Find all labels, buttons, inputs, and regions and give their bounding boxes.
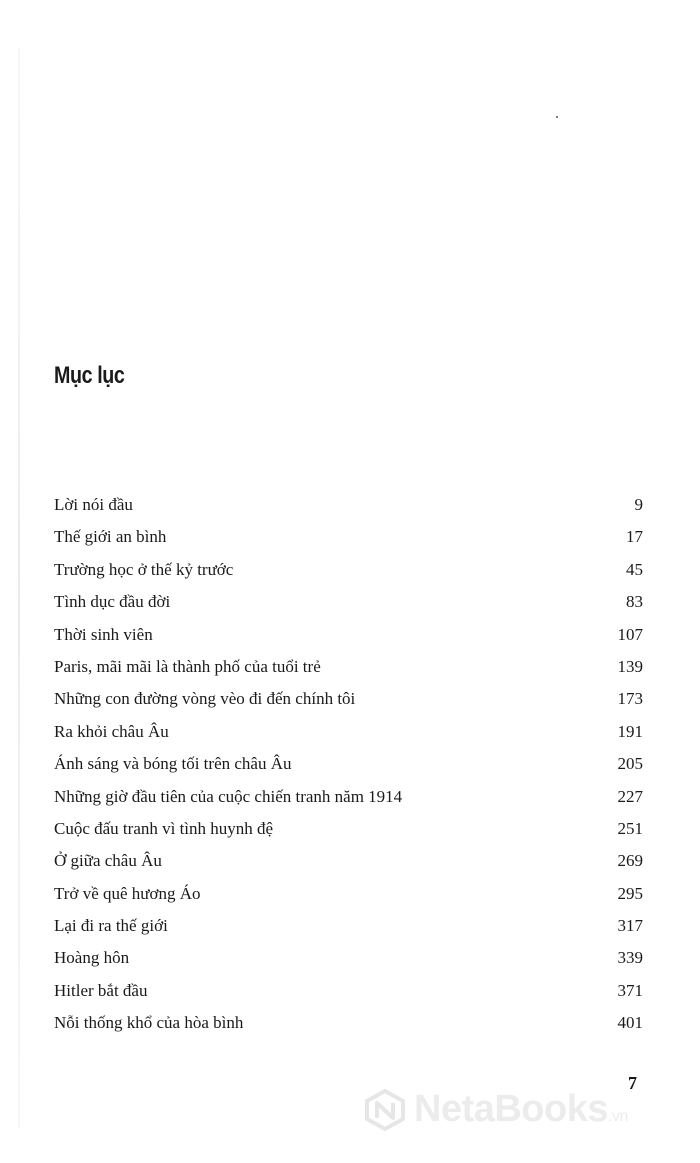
toc-entry-title: Những giờ đầu tiên của cuộc chiến tranh năm 1914 [54, 786, 403, 806]
toc-entry [54, 781, 643, 813]
toc-entry-page: 205 [617, 754, 643, 774]
table-of-contents [54, 489, 643, 1040]
toc-entry-page: 317 [617, 916, 643, 936]
toc-entry [54, 586, 643, 618]
toc-entry-page: 139 [617, 656, 643, 676]
scan-speck [556, 116, 558, 118]
watermark-suffix: .vn [608, 1108, 628, 1125]
toc-entry [54, 878, 643, 910]
toc-entry-title: Paris, mãi mãi là thành phố của tuổi trẻ [54, 656, 321, 676]
toc-entry-page: 251 [617, 818, 643, 838]
toc-entry-title: Hitler bắt đầu [54, 980, 148, 1000]
toc-entry-page: 45 [626, 559, 643, 579]
toc-entry [54, 748, 643, 780]
toc-entry-title: Ánh sáng và bóng tối trên châu Âu [54, 754, 292, 774]
toc-entry-title: Tình dục đầu đời [54, 592, 171, 612]
toc-entry [54, 489, 643, 521]
toc-entry [54, 521, 643, 553]
toc-entry-page: 371 [617, 980, 643, 1000]
page-edge-shadow [18, 48, 20, 1128]
toc-entry-title: Lại đi ra thế giới [54, 916, 168, 936]
toc-entry-page: 107 [617, 624, 643, 644]
toc-entry-title: Ở giữa châu Âu [54, 851, 162, 871]
toc-entry-title: Cuộc đấu tranh vì tình huynh đệ [54, 818, 274, 838]
toc-entry-title: Những con đường vòng vèo đi đến chính tôi [54, 689, 356, 709]
toc-entry-page: 173 [617, 689, 643, 709]
toc-entry-page: 83 [626, 592, 643, 612]
toc-entry-title: Thời sinh viên [54, 624, 153, 644]
toc-entry [54, 716, 643, 748]
page-number: 7 [628, 1073, 637, 1093]
toc-entry-title: Thế giới an bình [54, 527, 167, 547]
toc-entry-page: 295 [617, 883, 643, 903]
toc-heading: Mục lục [54, 362, 125, 389]
toc-entry [54, 975, 643, 1007]
toc-entry [54, 845, 643, 877]
toc-entry-title: Hoàng hôn [54, 948, 130, 968]
toc-entry-page: 191 [617, 721, 643, 741]
toc-entry-page: 17 [626, 527, 643, 547]
toc-entry-title: Ra khỏi châu Âu [54, 721, 169, 741]
toc-entry-page: 227 [617, 786, 643, 806]
toc-entry [54, 942, 643, 974]
toc-entry [54, 813, 643, 845]
toc-entry-page: 339 [617, 948, 643, 968]
toc-entry-page: 269 [617, 851, 643, 871]
toc-entry-title: Nỗi thống khổ của hòa bình [54, 1013, 244, 1033]
toc-entry [54, 1007, 643, 1039]
toc-entry [54, 683, 643, 715]
watermark-brand: NetaBooks.vn [414, 1088, 628, 1130]
toc-entry [54, 651, 643, 683]
toc-entry-page: 9 [634, 495, 643, 514]
watermark [364, 1088, 628, 1131]
toc-entry-title: Trở về quê hương Áo [54, 883, 201, 903]
toc-entry [54, 619, 643, 651]
netabooks-logo-icon [364, 1089, 406, 1131]
toc-entry [54, 910, 643, 942]
toc-entry-title: Lời nói đầu [54, 495, 133, 514]
toc-entry [54, 554, 643, 586]
toc-entry-page: 401 [617, 1013, 643, 1033]
toc-entry-title: Trường học ở thế kỷ trước [54, 559, 234, 579]
